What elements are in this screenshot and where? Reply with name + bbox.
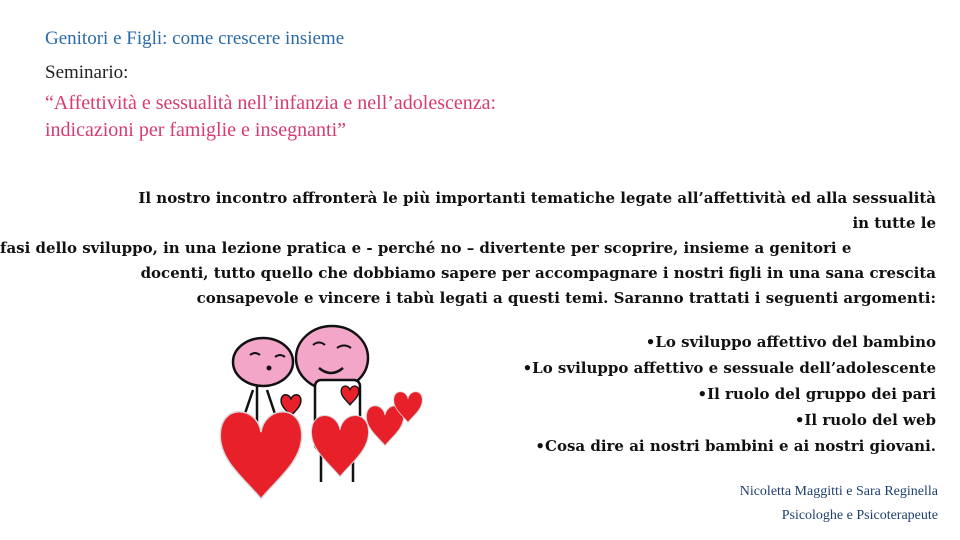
girl-head (233, 338, 293, 386)
topic-item: •Cosa dire ai nostri bambini e ai nostri giovani. (535, 437, 936, 455)
seminar-series-title: Genitori e Figli: come crescere insieme (45, 28, 345, 49)
intro-paragraph (0, 186, 936, 311)
authors-signature (740, 480, 938, 528)
topic-item: •Lo sviluppo affettivo e sessuale dell’adolescente (522, 359, 936, 377)
intro-line: fasi dello sviluppo, in una lezione pratica e - perché no – divertente per scoprire, insieme a genitori e (0, 239, 852, 257)
seminar-topic-line-1: “Affettività e sessualità nell’infanzia e nell’adolescenza: (45, 92, 497, 114)
topic-item: •Il ruolo del gruppo dei pari (697, 385, 936, 403)
seminar-label: Seminario: (45, 62, 129, 83)
couple-hearts-illustration (195, 310, 435, 510)
intro-line: consapevole e vincere i tabù legati a questi temi. Saranno trattati i seguenti argomenti: (196, 289, 936, 307)
author-names: Nicoletta Maggitti e Sara Reginella (739, 484, 938, 499)
header (45, 26, 645, 144)
author-role: Psicologhe e Psicoterapeute (781, 508, 938, 523)
intro-line: in tutte le (852, 214, 936, 232)
topic-item: •Il ruolo del web (794, 411, 936, 429)
seminar-topic-line-2: indicazioni per famiglie e insegnanti” (45, 119, 346, 141)
big-heart-left (220, 412, 301, 499)
topic-item: •Lo sviluppo affettivo del bambino (645, 333, 936, 351)
intro-line: docenti, tutto quello che dobbiamo sapere per accompagnare i nostri figli in una sana crescita (140, 264, 936, 282)
couple-hearts-drawing (195, 310, 435, 510)
intro-line: Il nostro incontro affronterà le più importanti tematiche legate all’affettività ed alla sessualità (138, 189, 936, 207)
topics-list (523, 329, 936, 459)
